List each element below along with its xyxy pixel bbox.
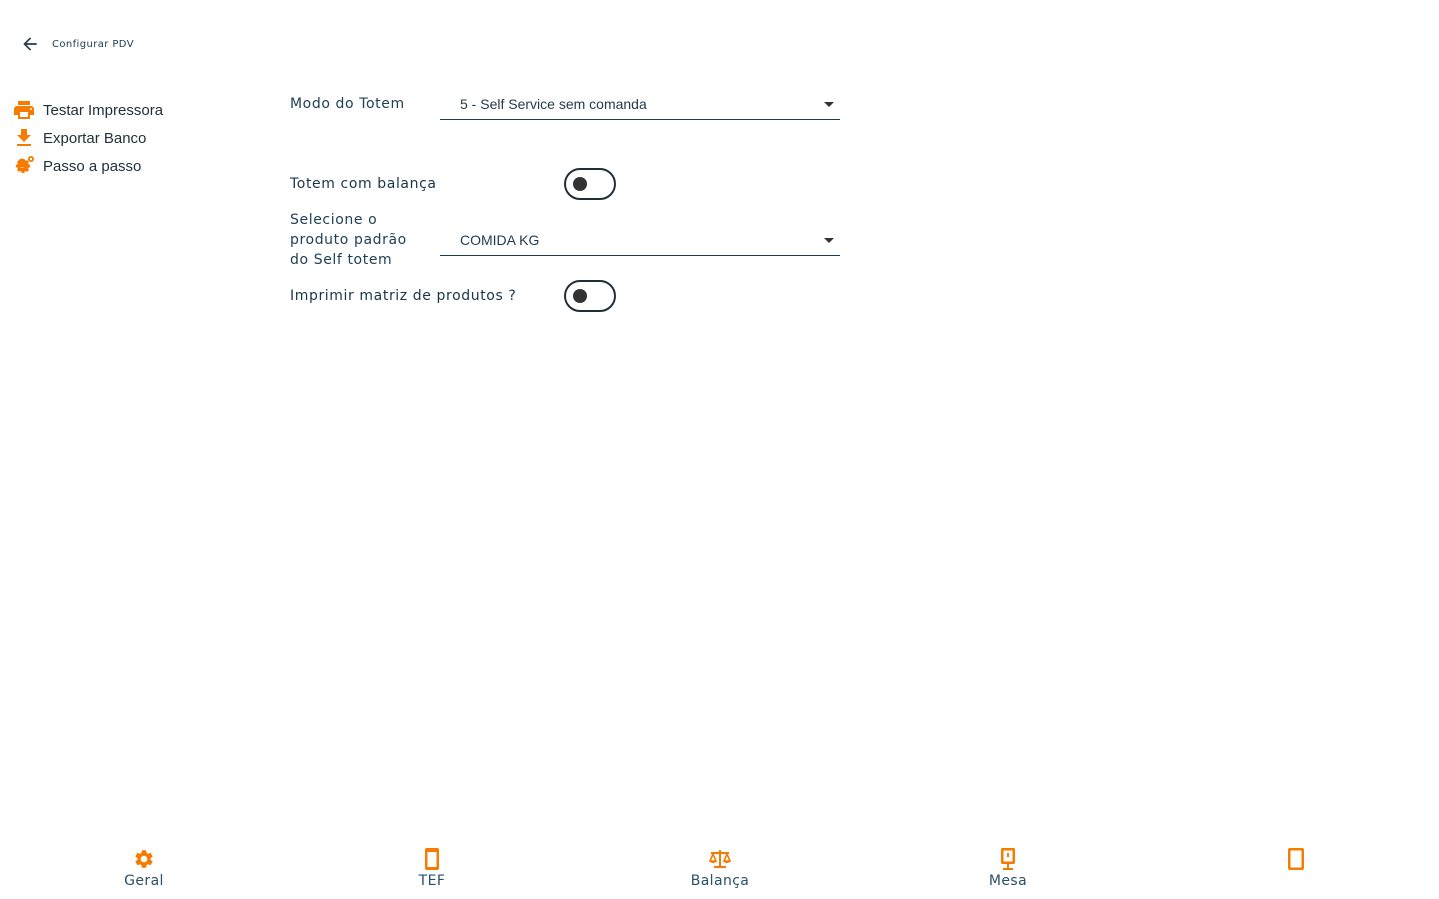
download-icon	[12, 126, 36, 150]
bottom-nav	[0, 840, 1439, 899]
chevron-down-icon	[824, 102, 834, 107]
nav-item-tablet[interactable]	[1236, 840, 1356, 896]
modo-totem-label: Modo do Totem	[290, 96, 405, 112]
produto-padrao-label-line1: Selecione o	[290, 212, 378, 228]
nav-item-geral[interactable]	[84, 840, 204, 896]
modo-totem-value: 5 - Self Service sem comanda	[460, 96, 647, 112]
sidebar-item-passo-a-passo[interactable]	[12, 152, 212, 180]
page-title: Configurar PDV	[52, 38, 134, 50]
modo-totem-select[interactable]	[440, 90, 840, 120]
sidebar-item-label: Exportar Banco	[43, 129, 147, 147]
scale-icon	[708, 847, 732, 871]
nav-item-tef[interactable]	[372, 840, 492, 896]
nav-item-balanca[interactable]	[660, 840, 780, 896]
nav-label: Balança	[690, 873, 750, 889]
printer-icon	[12, 98, 36, 122]
nav-label: Mesa	[988, 873, 1028, 889]
produto-padrao-label	[290, 210, 407, 270]
toggle-knob	[573, 289, 587, 303]
totem-balanca-label: Totem com balança	[290, 176, 437, 192]
produto-padrao-select[interactable]	[440, 226, 840, 256]
gears-icon	[12, 154, 36, 178]
produto-padrao-value: COMIDA KG	[460, 232, 540, 248]
header	[20, 34, 134, 54]
gear-icon	[132, 847, 156, 871]
back-button[interactable]	[20, 34, 40, 54]
imprimir-matriz-label: Imprimir matriz de produtos ?	[290, 288, 517, 304]
nav-item-mesa[interactable]	[948, 840, 1068, 896]
nav-label: Geral	[124, 873, 164, 889]
totem-balanca-toggle[interactable]	[564, 168, 616, 200]
tablet-icon	[1284, 847, 1308, 871]
pos-terminal-icon	[420, 847, 444, 871]
sidebar-item-testar-impressora[interactable]	[12, 96, 212, 124]
produto-padrao-label-line3: do Self totem	[290, 252, 393, 268]
arrow-left-icon	[20, 34, 40, 54]
sidebar-item-exportar-banco[interactable]	[12, 124, 212, 152]
nav-label: TEF	[418, 873, 446, 889]
produto-padrao-label-line2: produto padrão	[290, 232, 407, 248]
table-stand-icon	[996, 847, 1020, 871]
sidebar-item-label: Passo a passo	[43, 157, 142, 175]
imprimir-matriz-toggle[interactable]	[564, 280, 616, 312]
chevron-down-icon	[824, 238, 834, 243]
sidebar	[12, 96, 212, 180]
toggle-knob	[573, 177, 587, 191]
sidebar-item-label: Testar Impressora	[43, 101, 164, 119]
